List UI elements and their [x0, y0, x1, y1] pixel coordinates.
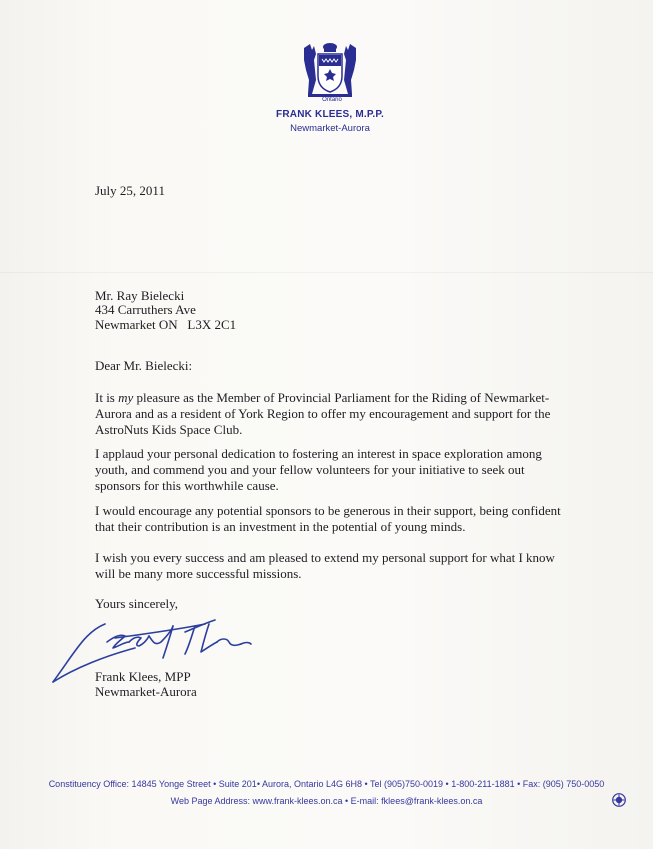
recipient-city: Newmarket ON L3X 2C1: [95, 317, 237, 332]
body-paragraph: [95, 446, 595, 494]
body-paragraph: [95, 390, 595, 438]
paragraph-line: I would encourage any potential sponsors to be generous in their support, being confident: [95, 503, 561, 518]
letterhead-riding: Newmarket-Aurora: [290, 123, 370, 134]
closing: Yours sincerely,: [95, 596, 179, 611]
paragraph-line: I wish you every success and am pleased to extend my personal support for what I know: [95, 550, 555, 565]
signer-riding: Newmarket-Aurora: [95, 684, 197, 699]
letter-date: July 25, 2011: [95, 183, 165, 198]
paragraph-line: sponsors for this worthwhile cause.: [95, 478, 279, 493]
paragraph-line: AstroNuts Kids Space Club.: [95, 422, 243, 437]
body-paragraph: [95, 550, 595, 582]
union-bug-icon: [612, 793, 626, 807]
footer-office-line: Constituency Office: 14845 Yonge Street • Suite 201• Aurora, Ontario L4G 6H8 • Tel (905)750-0019 • 1-800-211-1881 • Fax: (905) 750-0050: [48, 779, 605, 789]
body-paragraph: [95, 503, 595, 535]
recipient-street: 434 Carruthers Ave: [95, 302, 196, 317]
paragraph-line: It is my pleasure as the Member of Provincial Parliament for the Riding of Newmarket-: [95, 390, 550, 405]
salutation: Dear Mr. Bielecki:: [95, 358, 193, 373]
paragraph-line: Aurora and as a resident of York Region to offer my encouragement and support for the: [95, 406, 551, 421]
paper-fold-line: [0, 272, 653, 273]
recipient-name: Mr. Ray Bielecki: [95, 288, 185, 303]
footer-web-line: Web Page Address: www.frank-klees.on.ca • E-mail: fklees@frank-klees.on.ca: [170, 796, 483, 806]
paragraph-line: that their contribution is an investment in the potential of young minds.: [95, 519, 466, 534]
paragraph-line: will be many more successful missions.: [95, 566, 302, 581]
signer-name: Frank Klees, MPP: [95, 669, 191, 684]
crest-label: Ontario: [322, 97, 342, 103]
paragraph-line: I applaud your personal dedication to fostering an interest in space exploration among: [95, 446, 542, 461]
letterhead-name: FRANK KLEES, M.P.P.: [276, 109, 384, 120]
paragraph-line: youth, and commend you and your fellow volunteers for your initiative to seek out: [95, 462, 525, 477]
